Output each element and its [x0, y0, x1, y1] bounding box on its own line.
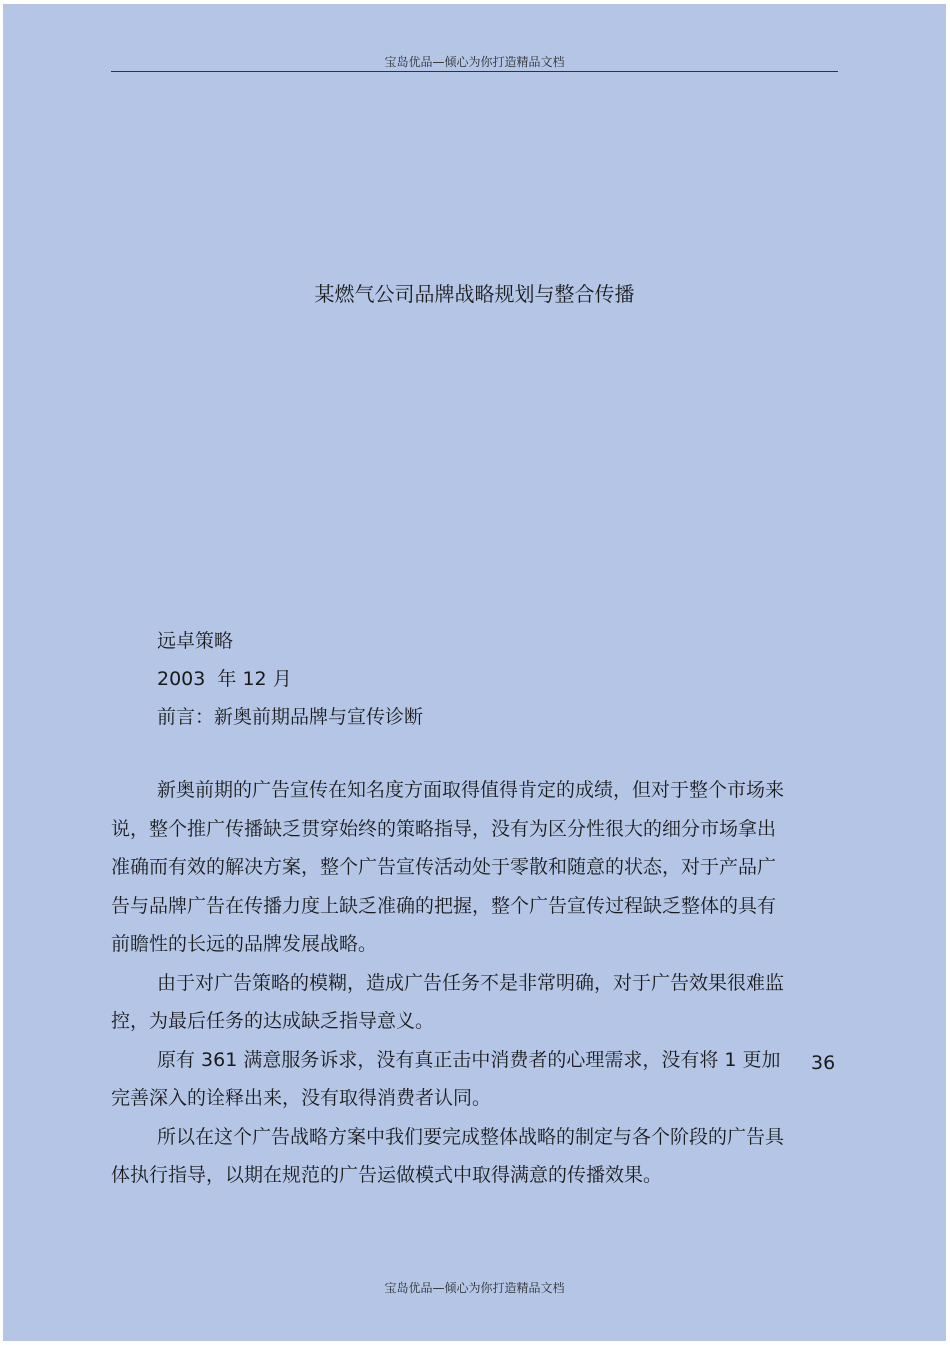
margin-number: 36	[811, 1052, 836, 1074]
section-heading: 前言：新奥前期品牌与宣传诊断	[157, 706, 424, 728]
date-line: 2003 年 12 月	[157, 668, 292, 690]
paragraph-4: 所以在这个广告战略方案中我们要完成整体战略的制定与各个阶段的广告具体执行指导，以期在规范的广告运做模式中取得满意的传播效果。	[111, 1125, 785, 1186]
page-header: 宝岛优品—倾心为你打造精品文档	[384, 55, 565, 69]
paragraph-2: 由于对广告策略的模糊，造成广告任务不是非常明确，对于广告效果很难监控，为最后任务的达成缺乏指导意义。	[111, 971, 785, 1032]
body-text	[111, 771, 791, 1195]
document-title: 某燃气公司品牌战略规划与整合传播	[314, 282, 635, 306]
paragraph-3: 原有 361 满意服务诉求，没有真正击中消费者的心理需求，没有将 1 更加完善深入的诠释出来，没有取得消费者认同。	[111, 1048, 781, 1109]
page-footer: 宝岛优品—倾心为你打造精品文档	[384, 1281, 565, 1295]
author-line: 远卓策略	[157, 630, 234, 652]
paragraph-1: 新奥前期的广告宣传在知名度方面取得值得肯定的成绩，但对于整个市场来说，整个推广传播缺乏贯穿始终的策略指导，没有为区分性很大的细分市场拿出准确而有效的解决方案，整个广告宣传活动处于零散和随意的状态，对于产品广告与品牌广告在传播力度上缺乏准确的把握，整个广告宣传过程缺乏整体的具有前瞻性的长远的品牌发展战略。	[111, 779, 785, 955]
document-page	[3, 4, 946, 1341]
header-divider	[111, 71, 838, 72]
